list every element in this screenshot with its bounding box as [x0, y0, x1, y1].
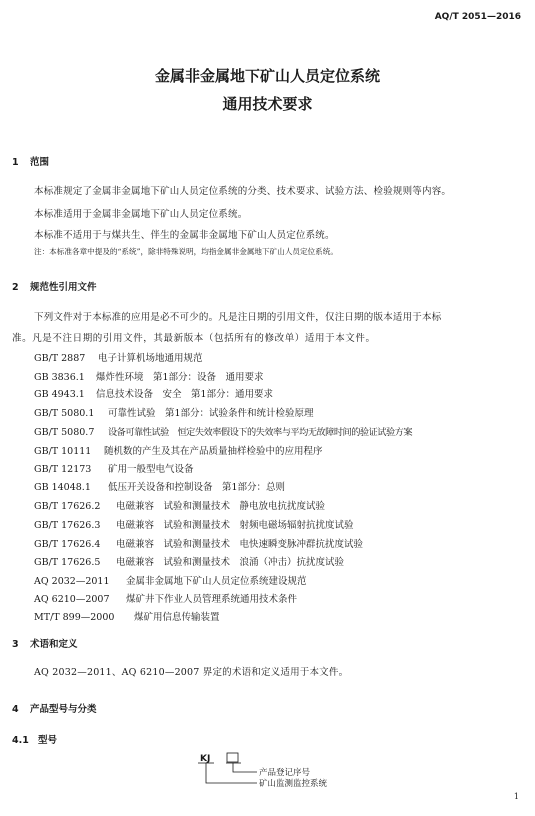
section-4-heading	[12, 701, 97, 715]
serial-number-label: 产品登记序号	[259, 768, 311, 778]
standard-code: AQ/T 2051—2016	[434, 12, 521, 22]
reference-item	[34, 350, 203, 364]
section-number: 2	[12, 282, 19, 293]
note: 注：本标准各章中提及的“系统”，除非特殊说明，均指金属非金属地下矿山人员定位系统。	[34, 247, 338, 256]
section-number: 3	[12, 639, 19, 650]
reference-title: 爆炸性环境 第1部分：设备 通用要求	[96, 372, 264, 383]
reference-item	[34, 573, 307, 587]
paragraph: 本标准适用于金属非金属地下矿山人员定位系统。	[34, 209, 248, 220]
reference-code: GB 4943.1	[34, 389, 85, 400]
section-title: 型号	[38, 735, 58, 746]
reference-code: GB/T 10111	[34, 446, 92, 457]
reference-item	[34, 405, 314, 419]
reference-code: GB/T 17626.5	[34, 557, 101, 568]
reference-code: GB/T 5080.7	[34, 427, 95, 438]
reference-title: 低压开关设备和控制设备 第1部分：总则	[108, 482, 286, 493]
reference-title: 设备可靠性试验 恒定失效率假设下的失效率与平均无故障时间的验证试验方案	[108, 427, 413, 438]
reference-title: 电子计算机场地通用规范	[98, 353, 203, 364]
page-number: 1	[513, 792, 519, 801]
section-number: 1	[12, 157, 19, 168]
section-title: 术语和定义	[30, 639, 78, 650]
serial-leader-line	[233, 763, 257, 772]
reference-code: GB 3836.1	[34, 372, 85, 383]
reference-code: GB/T 17626.3	[34, 520, 101, 531]
reference-item	[34, 591, 297, 605]
reference-item	[34, 369, 264, 383]
serial-number-box	[227, 753, 238, 762]
reference-title: 电磁兼容 试验和测量技术 电快速瞬变脉冲群抗扰度试验	[116, 539, 364, 550]
paragraph: 下列文件对于本标准的应用是必不可少的。凡是注日期的引用文件，仅注日期的版本适用于本标	[34, 312, 442, 323]
reference-code: AQ 2032—2011	[34, 576, 110, 587]
reference-item	[34, 554, 344, 568]
reference-title: 随机数的产生及其在产品质量抽样检验中的应用程序	[104, 446, 323, 457]
model-prefix: KJ	[200, 754, 211, 764]
section-number: 4	[12, 704, 19, 715]
section-1-heading	[12, 154, 49, 168]
system-leader-line	[206, 763, 257, 783]
reference-title: 矿用一般型电气设备	[108, 464, 194, 475]
reference-item	[34, 443, 323, 457]
section-3-heading	[12, 636, 78, 650]
reference-title: 煤矿井下作业人员管理系统通用技术条件	[126, 594, 298, 605]
reference-item	[34, 479, 285, 493]
system-label: 矿山监测监控系统	[259, 779, 328, 789]
reference-title: 煤矿用信息传输装置	[134, 612, 220, 623]
reference-item	[34, 498, 325, 512]
paragraph: 本标准规定了金属非金属地下矿山人员定位系统的分类、技术要求、试验方法、检验规则等内容。	[34, 186, 452, 197]
paragraph: AQ 2032—2011、AQ 6210—2007 界定的术语和定义适用于本文件。	[34, 667, 349, 678]
reference-code: GB/T 2887	[34, 353, 86, 364]
paragraph: 本标准不适用于与煤共生、伴生的金属非金属地下矿山人员定位系统。	[34, 230, 335, 241]
reference-code: AQ 6210—2007	[34, 594, 110, 605]
reference-title: 信息技术设备 安全 第1部分：通用要求	[96, 389, 274, 400]
reference-code: GB 14048.1	[34, 482, 91, 493]
reference-item	[34, 461, 194, 475]
reference-title: 金属非金属地下矿山人员定位系统建设规范	[126, 576, 307, 587]
reference-code: GB/T 5080.1	[34, 408, 95, 419]
reference-code: GB/T 17626.4	[34, 539, 101, 550]
reference-item	[34, 386, 273, 400]
model-designation-diagram	[195, 750, 355, 792]
reference-code: GB/T 12173	[34, 464, 92, 475]
document-title-line1: 金属非金属地下矿山人员定位系统	[154, 67, 380, 85]
reference-title: 可靠性试验 第1部分：试验条件和统计检验原理	[108, 408, 314, 419]
section-4-1-heading	[12, 732, 57, 746]
reference-title: 电磁兼容 试验和测量技术 浪涌（冲击）抗扰度试验	[116, 557, 345, 568]
section-number: 4.1	[12, 735, 29, 746]
reference-item	[34, 424, 412, 438]
document-title-line2: 通用技术要求	[222, 95, 313, 113]
section-title: 规范性引用文件	[30, 282, 97, 293]
reference-item	[34, 536, 363, 550]
reference-title: 电磁兼容 试验和测量技术 静电放电抗扰度试验	[116, 501, 326, 512]
reference-item	[34, 517, 354, 531]
reference-title: 电磁兼容 试验和测量技术 射频电磁场辐射抗扰度试验	[116, 520, 354, 531]
paragraph: 准。凡是不注日期的引用文件，其最新版本（包括所有的修改单）适用于本文件。	[12, 333, 376, 344]
reference-code: MT/T 899—2000	[34, 612, 115, 623]
section-2-heading	[12, 279, 97, 293]
section-title: 产品型号与分类	[30, 704, 97, 715]
reference-item	[34, 609, 220, 623]
section-title: 范围	[30, 157, 50, 168]
reference-code: GB/T 17626.2	[34, 501, 101, 512]
